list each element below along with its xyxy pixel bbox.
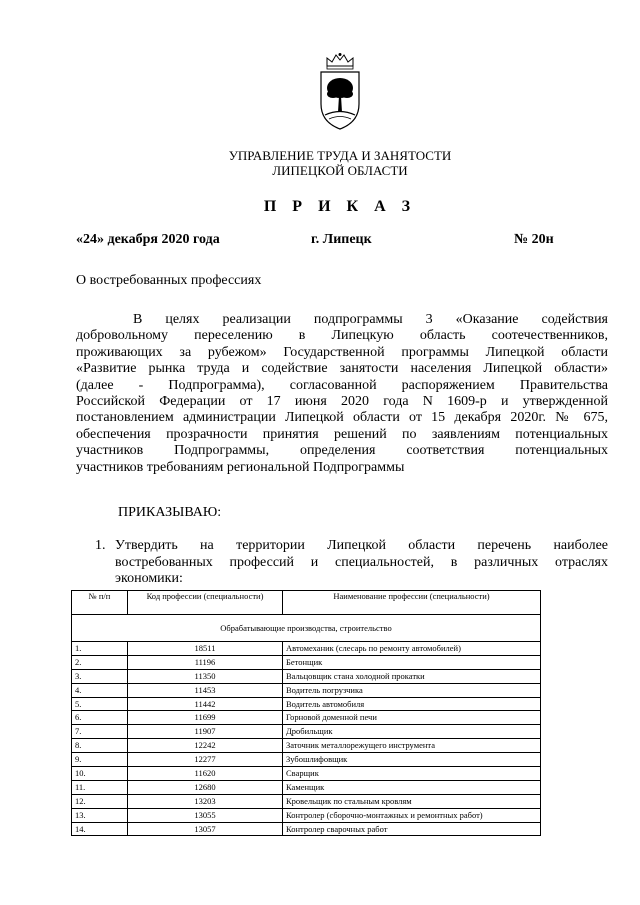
row-name: Водитель погрузчика	[283, 683, 541, 697]
preamble-line: участников Подпрограммы, определения соответствия потенциальных	[76, 443, 608, 459]
item-line: востребованных профессий и специальностей, в различных отраслях	[115, 554, 608, 570]
row-number: 8.	[72, 739, 128, 753]
row-number: 4.	[72, 683, 128, 697]
row-code: 11453	[128, 683, 283, 697]
header-code: Код профессии (специальности)	[128, 591, 283, 615]
table-row	[72, 780, 541, 794]
preamble-line: обеспечения прозрачности принятия решений по заявлениям потенциальных	[76, 426, 608, 442]
preamble-line: участников требованиям региональной Подпрограммы	[76, 459, 405, 475]
order-subject: О востребованных профессиях	[76, 273, 262, 288]
row-name: Контролер сварочных работ	[283, 822, 541, 836]
row-code: 13203	[128, 794, 283, 808]
table-row	[72, 753, 541, 767]
order-keyword: ПРИКАЗЫВАЮ:	[118, 505, 222, 520]
coat-of-arms-icon	[315, 52, 365, 132]
row-code: 12680	[128, 780, 283, 794]
row-number: 5.	[72, 697, 128, 711]
section-row	[72, 615, 541, 642]
preamble-paragraph	[76, 312, 608, 476]
preamble-line: Российской Федерации от 17 июня 2020 года N 1609-р и утвержденной	[76, 394, 608, 410]
row-code: 11907	[128, 725, 283, 739]
table-row	[72, 697, 541, 711]
row-number: 12.	[72, 794, 128, 808]
row-name: Сварщик	[283, 767, 541, 781]
document-type-title: П Р И К А З	[263, 198, 417, 215]
preamble-line: постановлением администрации Липецкой области от 15 декабря 2020г. № 675,	[76, 410, 608, 426]
row-code: 11350	[128, 669, 283, 683]
row-name: Водитель автомобиля	[283, 697, 541, 711]
row-name: Автомеханик (слесарь по ремонту автомобилей)	[283, 642, 541, 656]
row-number: 10.	[72, 767, 128, 781]
preamble-line: (далее - Подпрограмма), согласованной распоряжением Правительства	[76, 377, 608, 393]
professions-table	[71, 590, 541, 836]
table-row	[72, 725, 541, 739]
item-line: экономики:	[115, 571, 183, 586]
organization-name-line2: ЛИПЕЦКОЙ ОБЛАСТИ	[272, 163, 408, 178]
table-header-row	[72, 591, 541, 615]
section-title: Обрабатывающие производства, строительство	[72, 615, 541, 642]
row-number: 2.	[72, 655, 128, 669]
row-name: Заточник металлорежущего инструмента	[283, 739, 541, 753]
order-number: № 20н	[514, 232, 554, 247]
preamble-line: В целях реализации подпрограммы 3 «Оказание содействия	[133, 312, 608, 327]
row-code: 12242	[128, 739, 283, 753]
row-number: 14.	[72, 822, 128, 836]
row-code: 11620	[128, 767, 283, 781]
table-row	[72, 642, 541, 656]
table-row	[72, 683, 541, 697]
row-code: 11442	[128, 697, 283, 711]
item-line: Утвердить на территории Липецкой области перечень наиболее	[115, 538, 608, 553]
row-code: 12277	[128, 753, 283, 767]
table-row	[72, 655, 541, 669]
row-name: Каменщик	[283, 780, 541, 794]
row-code: 11196	[128, 655, 283, 669]
row-name: Дробильщик	[283, 725, 541, 739]
header-name: Наименование профессии (специальности)	[283, 591, 541, 615]
row-code: 13057	[128, 822, 283, 836]
row-name: Контролер (сборочно-монтажных и ремонтных работ)	[283, 808, 541, 822]
table-row	[72, 794, 541, 808]
table-row	[72, 711, 541, 725]
row-number: 1.	[72, 642, 128, 656]
row-name: Зубошлифовщик	[283, 753, 541, 767]
order-date: «24» декабря 2020 года	[76, 232, 220, 247]
preamble-line: добровольному переселению в Липецкую область соотечественников,	[76, 328, 608, 344]
row-number: 11.	[72, 780, 128, 794]
row-number: 9.	[72, 753, 128, 767]
preamble-line: проживающих за рубежом» Государственной программы Липецкой области	[76, 344, 608, 360]
row-number: 3.	[72, 669, 128, 683]
row-number: 6.	[72, 711, 128, 725]
row-name: Кровельщик по стальным кровлям	[283, 794, 541, 808]
organization-name-line1: УПРАВЛЕНИЕ ТРУДА И ЗАНЯТОСТИ	[228, 148, 452, 163]
row-code: 18511	[128, 642, 283, 656]
row-name: Бетонщик	[283, 655, 541, 669]
row-number: 7.	[72, 725, 128, 739]
row-code: 11699	[128, 711, 283, 725]
order-city: г. Липецк	[311, 232, 372, 247]
table-row	[72, 822, 541, 836]
table-row	[72, 808, 541, 822]
row-name: Горновой доменной печи	[283, 711, 541, 725]
table-row	[72, 739, 541, 753]
preamble-line: «Развитие рынка труда и содействие занятости населения Липецкой области»	[76, 361, 608, 377]
row-number: 13.	[72, 808, 128, 822]
table-row	[72, 767, 541, 781]
item-number: 1.	[95, 538, 106, 553]
row-name: Вальцовщик стана холодной прокатки	[283, 669, 541, 683]
table-row	[72, 669, 541, 683]
row-code: 13055	[128, 808, 283, 822]
header-num: № п/п	[72, 591, 128, 615]
